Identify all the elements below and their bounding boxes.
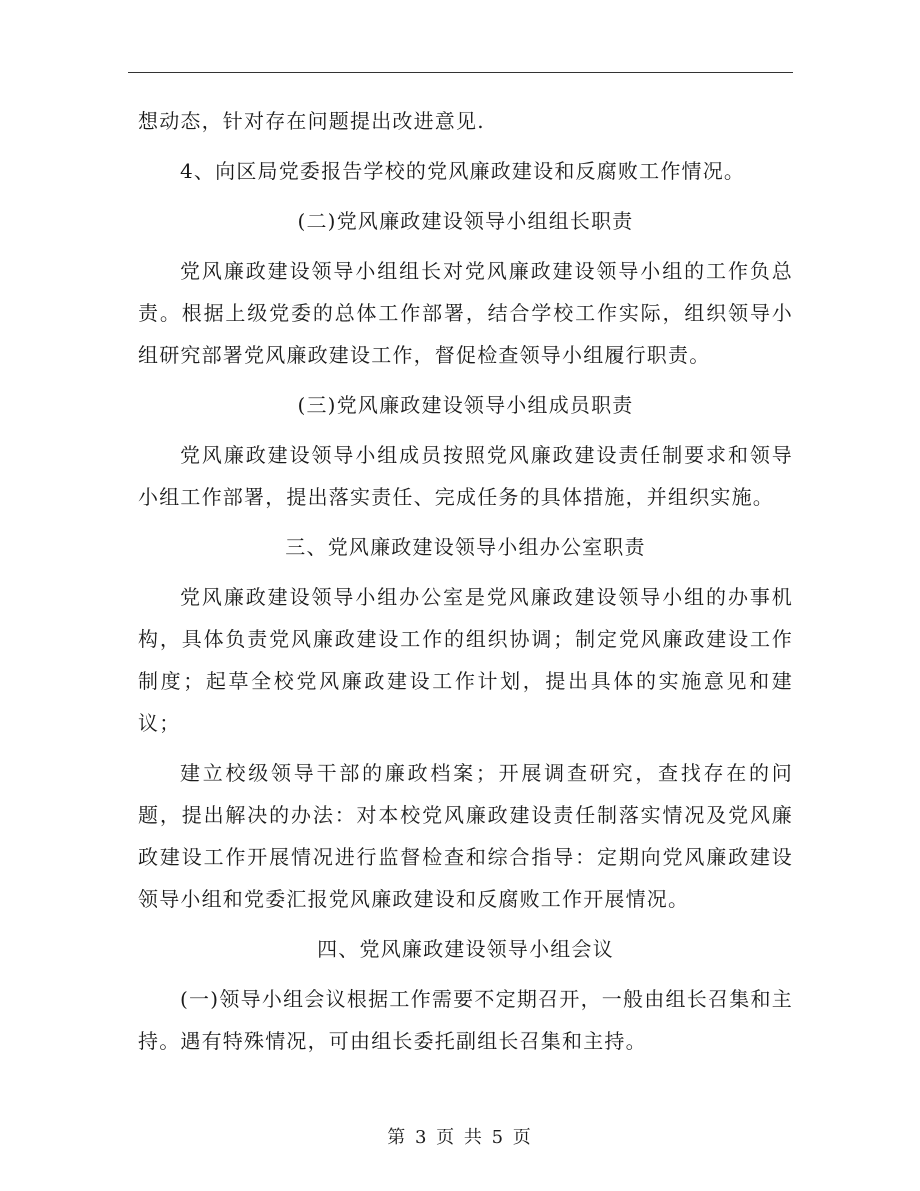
page-number-footer: 第 3 页 共 5 页 (387, 1127, 533, 1148)
paragraph-meetings: (一)领导小组会议根据工作需要不定期召开，一般由组长召集和主持。遇有特殊情况，可由组长委托副组长召集和主持。 (138, 987, 793, 1053)
header-rule (128, 72, 793, 73)
paragraph-office-duties: 党风廉政建设领导小组办公室是党风廉政建设领导小组的办事机构，具体负责党风廉政建设工作的组织协调；制定党风廉政建设工作制度；起草全校党风廉政建设工作计划，提出具体的实施意见和建议； (138, 585, 793, 735)
paragraph-item-4: 4、向区局党委报告学校的党风廉政建设和反腐败工作情况。 (180, 159, 746, 183)
section-heading-group-members: (三)党风廉政建设领导小组成员职责 (297, 393, 634, 417)
document-body (138, 100, 793, 1062)
paragraph-office-duties-continued: 建立校级领导干部的廉政档案；开展调查研究，查找存在的问题，提出解决的办法：对本校党风廉政建设责任制落实情况及党风廉政建设工作开展情况进行监督检查和综合指导：定期向党风廉政建设领导小组和党委汇报党风廉政建设和反腐败工作开展情况。 (138, 761, 793, 911)
paragraph-continuation: 想动态，针对存在问题提出改进意见. (138, 109, 485, 133)
section-heading-office: 三、党风廉政建设领导小组办公室职责 (285, 535, 646, 559)
paragraph-group-leader-duties: 党风廉政建设领导小组组长对党风廉政建设领导小组的工作负总责。根据上级党委的总体工作部署，结合学校工作实际，组织领导小组研究部署党风廉政建设工作，督促检查领导小组履行职责。 (138, 259, 793, 367)
section-heading-group-leader: (二)党风廉政建设领导小组组长职责 (297, 209, 634, 233)
section-heading-meetings: 四、党风廉政建设领导小组会议 (317, 937, 614, 961)
paragraph-group-member-duties: 党风廉政建设领导小组成员按照党风廉政建设责任制要求和领导小组工作部署，提出落实责任、完成任务的具体措施，并组织实施。 (138, 443, 793, 509)
